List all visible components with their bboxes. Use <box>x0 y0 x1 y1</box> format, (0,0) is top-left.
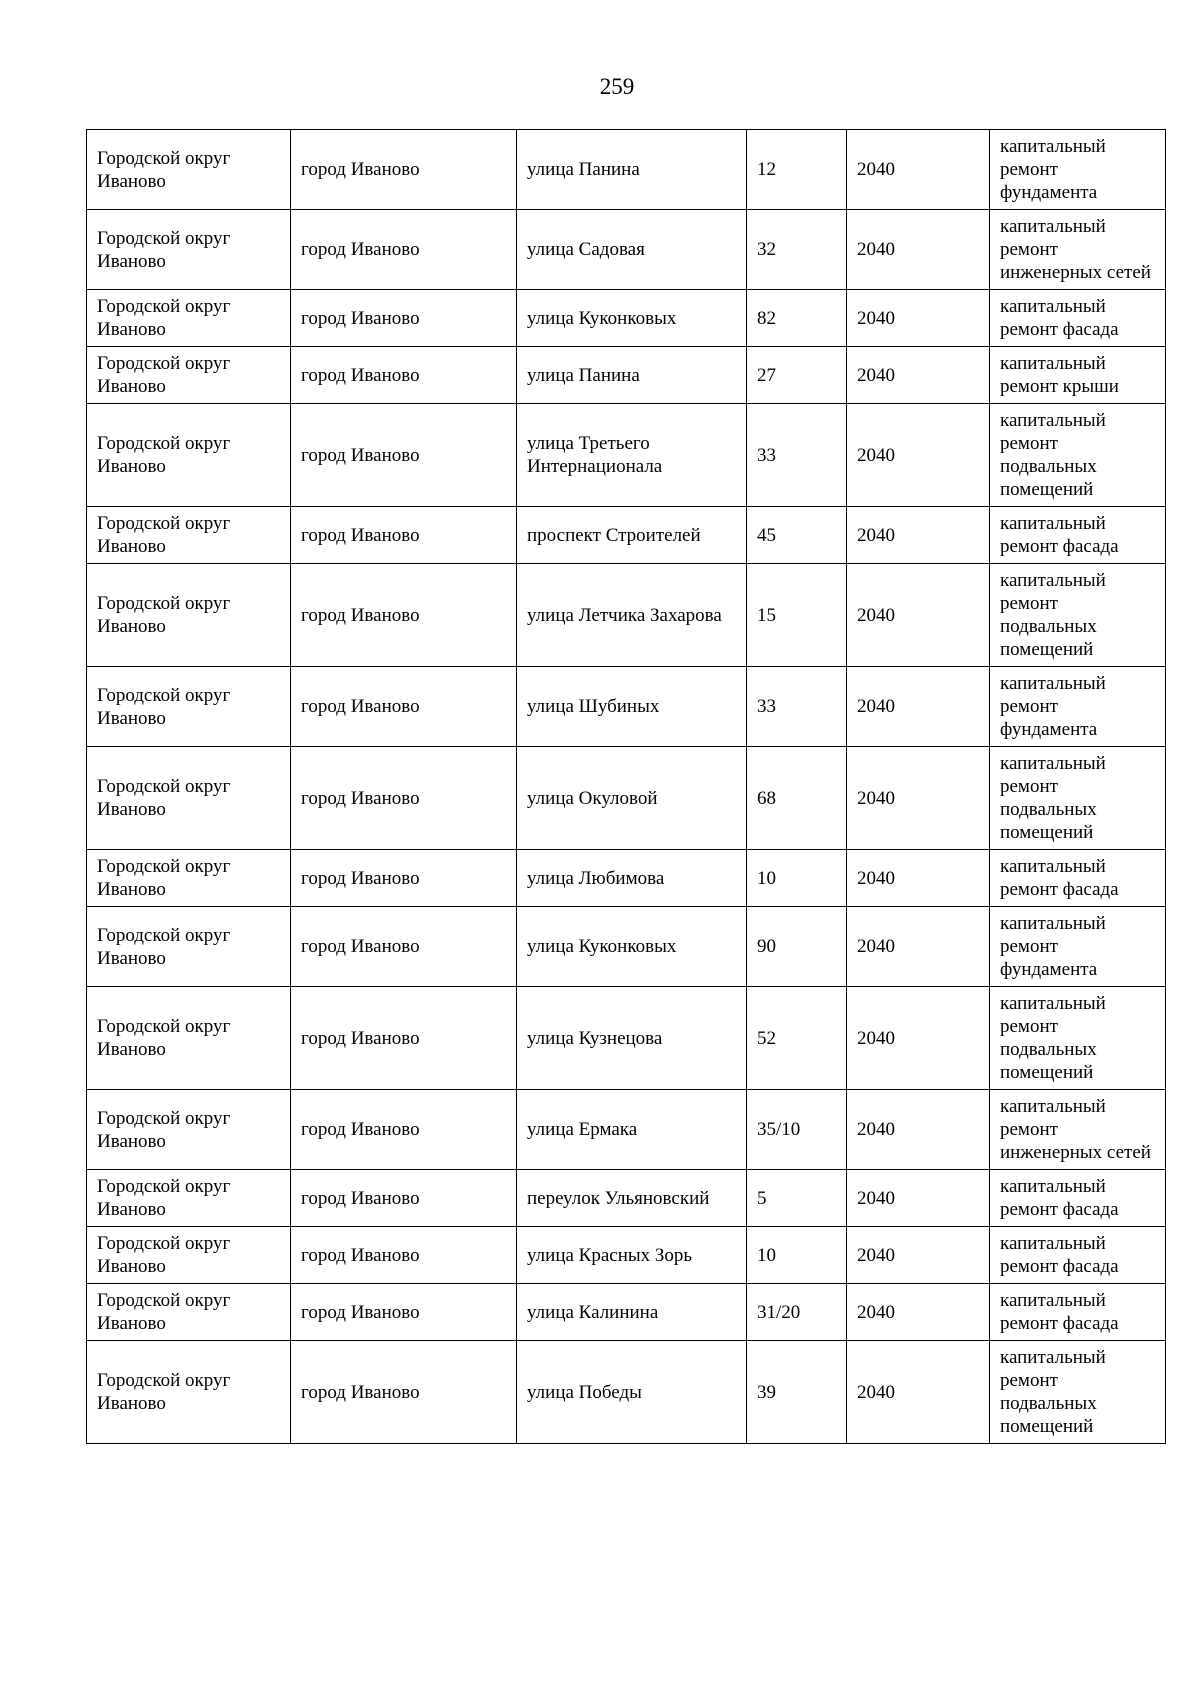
cell-district: Городской округ Иваново <box>87 850 291 907</box>
cell-house-number: 10 <box>747 1227 847 1284</box>
cell-year: 2040 <box>847 907 990 987</box>
cell-district: Городской округ Иваново <box>87 290 291 347</box>
cell-house-number: 39 <box>747 1341 847 1444</box>
table-row <box>87 347 1166 404</box>
cell-year: 2040 <box>847 667 990 747</box>
cell-city: город Иваново <box>291 1284 517 1341</box>
cell-street: улица Третьего Интернационала <box>517 404 747 507</box>
cell-district: Городской округ Иваново <box>87 1284 291 1341</box>
cell-street: улица Шубиных <box>517 667 747 747</box>
cell-work-type: капитальный ремонт фундамента <box>990 667 1166 747</box>
cell-work-type: капитальный ремонт фасада <box>990 850 1166 907</box>
cell-work-type: капитальный ремонт фасада <box>990 507 1166 564</box>
cell-street: улица Куконковых <box>517 907 747 987</box>
cell-house-number: 35/10 <box>747 1090 847 1170</box>
cell-work-type: капитальный ремонт фасада <box>990 1170 1166 1227</box>
cell-year: 2040 <box>847 404 990 507</box>
table-row <box>87 1227 1166 1284</box>
table-row <box>87 1284 1166 1341</box>
table-row <box>87 404 1166 507</box>
cell-city: город Иваново <box>291 1227 517 1284</box>
cell-house-number: 90 <box>747 907 847 987</box>
cell-city: город Иваново <box>291 347 517 404</box>
cell-district: Городской округ Иваново <box>87 130 291 210</box>
cell-city: город Иваново <box>291 1090 517 1170</box>
cell-house-number: 31/20 <box>747 1284 847 1341</box>
table-row <box>87 1090 1166 1170</box>
table-row <box>87 130 1166 210</box>
cell-city: город Иваново <box>291 130 517 210</box>
cell-city: город Иваново <box>291 290 517 347</box>
housing-repair-table <box>86 129 1166 1444</box>
cell-house-number: 12 <box>747 130 847 210</box>
table-row <box>87 507 1166 564</box>
cell-year: 2040 <box>847 1284 990 1341</box>
cell-house-number: 32 <box>747 210 847 290</box>
cell-district: Городской округ Иваново <box>87 1170 291 1227</box>
cell-district: Городской округ Иваново <box>87 907 291 987</box>
cell-year: 2040 <box>847 130 990 210</box>
cell-year: 2040 <box>847 210 990 290</box>
cell-year: 2040 <box>847 747 990 850</box>
cell-work-type: капитальный ремонт инженерных сетей <box>990 1090 1166 1170</box>
cell-house-number: 68 <box>747 747 847 850</box>
table-row <box>87 1170 1166 1227</box>
cell-house-number: 10 <box>747 850 847 907</box>
cell-street: улица Калинина <box>517 1284 747 1341</box>
cell-district: Городской округ Иваново <box>87 404 291 507</box>
cell-street: улица Панина <box>517 347 747 404</box>
cell-street: улица Садовая <box>517 210 747 290</box>
cell-district: Городской округ Иваново <box>87 210 291 290</box>
cell-year: 2040 <box>847 1341 990 1444</box>
table-row <box>87 667 1166 747</box>
cell-year: 2040 <box>847 564 990 667</box>
cell-district: Городской округ Иваново <box>87 347 291 404</box>
cell-work-type: капитальный ремонт фасада <box>990 290 1166 347</box>
table-row <box>87 290 1166 347</box>
cell-district: Городской округ Иваново <box>87 1090 291 1170</box>
cell-house-number: 45 <box>747 507 847 564</box>
cell-district: Городской округ Иваново <box>87 1341 291 1444</box>
cell-house-number: 52 <box>747 987 847 1090</box>
cell-city: город Иваново <box>291 667 517 747</box>
cell-work-type: капитальный ремонт подвальных помещений <box>990 1341 1166 1444</box>
cell-street: улица Куконковых <box>517 290 747 347</box>
cell-street: улица Ермака <box>517 1090 747 1170</box>
cell-house-number: 27 <box>747 347 847 404</box>
cell-year: 2040 <box>847 507 990 564</box>
cell-year: 2040 <box>847 850 990 907</box>
cell-city: город Иваново <box>291 564 517 667</box>
cell-work-type: капитальный ремонт фундамента <box>990 907 1166 987</box>
cell-district: Городской округ Иваново <box>87 747 291 850</box>
cell-district: Городской округ Иваново <box>87 1227 291 1284</box>
cell-district: Городской округ Иваново <box>87 667 291 747</box>
cell-city: город Иваново <box>291 404 517 507</box>
cell-city: город Иваново <box>291 987 517 1090</box>
cell-street: улица Кузнецова <box>517 987 747 1090</box>
cell-house-number: 5 <box>747 1170 847 1227</box>
cell-work-type: капитальный ремонт подвальных помещений <box>990 564 1166 667</box>
page-number: 259 <box>599 74 635 99</box>
cell-house-number: 33 <box>747 404 847 507</box>
cell-work-type: капитальный ремонт инженерных сетей <box>990 210 1166 290</box>
cell-city: город Иваново <box>291 747 517 850</box>
cell-work-type: капитальный ремонт фундамента <box>990 130 1166 210</box>
table-row <box>87 564 1166 667</box>
cell-street: проспект Строителей <box>517 507 747 564</box>
cell-street: улица Любимова <box>517 850 747 907</box>
cell-city: город Иваново <box>291 850 517 907</box>
cell-district: Городской округ Иваново <box>87 507 291 564</box>
cell-year: 2040 <box>847 347 990 404</box>
table-row <box>87 747 1166 850</box>
cell-year: 2040 <box>847 987 990 1090</box>
cell-work-type: капитальный ремонт фасада <box>990 1227 1166 1284</box>
table-row <box>87 1341 1166 1444</box>
cell-year: 2040 <box>847 1090 990 1170</box>
cell-street: улица Панина <box>517 130 747 210</box>
cell-street: улица Окуловой <box>517 747 747 850</box>
cell-work-type: капитальный ремонт подвальных помещений <box>990 987 1166 1090</box>
table-row <box>87 987 1166 1090</box>
cell-street: улица Летчика Захарова <box>517 564 747 667</box>
cell-work-type: капитальный ремонт крыши <box>990 347 1166 404</box>
cell-house-number: 33 <box>747 667 847 747</box>
cell-year: 2040 <box>847 1227 990 1284</box>
cell-year: 2040 <box>847 1170 990 1227</box>
table-row <box>87 907 1166 987</box>
table-row <box>87 210 1166 290</box>
cell-city: город Иваново <box>291 907 517 987</box>
cell-city: город Иваново <box>291 1170 517 1227</box>
cell-city: город Иваново <box>291 1341 517 1444</box>
cell-district: Городской округ Иваново <box>87 564 291 667</box>
cell-district: Городской округ Иваново <box>87 987 291 1090</box>
cell-work-type: капитальный ремонт фасада <box>990 1284 1166 1341</box>
cell-year: 2040 <box>847 290 990 347</box>
cell-work-type: капитальный ремонт подвальных помещений <box>990 747 1166 850</box>
table-body <box>87 130 1166 1444</box>
cell-house-number: 82 <box>747 290 847 347</box>
cell-street: улица Красных Зорь <box>517 1227 747 1284</box>
cell-work-type: капитальный ремонт подвальных помещений <box>990 404 1166 507</box>
cell-street: улица Победы <box>517 1341 747 1444</box>
cell-house-number: 15 <box>747 564 847 667</box>
cell-street: переулок Ульяновский <box>517 1170 747 1227</box>
cell-city: город Иваново <box>291 507 517 564</box>
table-row <box>87 850 1166 907</box>
cell-city: город Иваново <box>291 210 517 290</box>
